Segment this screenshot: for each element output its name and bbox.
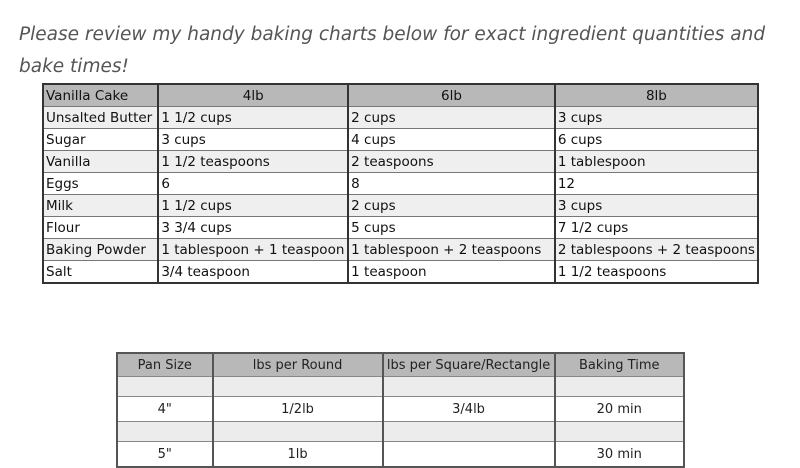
pan-size-baking-time-table bbox=[116, 352, 685, 468]
column-header: Pan Size bbox=[117, 353, 213, 377]
quantity-cell: 2 teaspoons bbox=[348, 151, 555, 173]
column-header: 4lb bbox=[158, 84, 348, 107]
quantity-cell: 8 bbox=[348, 173, 555, 195]
table-row bbox=[117, 442, 684, 468]
column-header: lbs per Round bbox=[213, 353, 383, 377]
empty-cell bbox=[555, 422, 684, 442]
table-cell: 1/2lb bbox=[213, 397, 383, 422]
table-row bbox=[43, 107, 758, 129]
quantity-cell: 3 cups bbox=[158, 129, 348, 151]
ingredient-name-cell: Sugar bbox=[43, 129, 158, 151]
table-cell: 4" bbox=[117, 397, 213, 422]
quantity-cell: 6 bbox=[158, 173, 348, 195]
ingredient-name-cell: Milk bbox=[43, 195, 158, 217]
quantity-cell: 1 1/2 teaspoons bbox=[555, 261, 758, 284]
empty-cell bbox=[383, 422, 555, 442]
quantity-cell: 1 1/2 cups bbox=[158, 107, 348, 129]
table-row bbox=[117, 397, 684, 422]
empty-cell bbox=[555, 377, 684, 397]
quantity-cell: 4 cups bbox=[348, 129, 555, 151]
column-header: lbs per Square/Rectangle bbox=[383, 353, 555, 377]
quantity-cell: 12 bbox=[555, 173, 758, 195]
column-header: 6lb bbox=[348, 84, 555, 107]
quantity-cell: 2 tablespoons + 2 teaspoons bbox=[555, 239, 758, 261]
ingredient-name-cell: Eggs bbox=[43, 173, 158, 195]
table-row bbox=[43, 129, 758, 151]
quantity-cell: 3 cups bbox=[555, 107, 758, 129]
table-row bbox=[43, 217, 758, 239]
table-cell bbox=[383, 442, 555, 468]
ingredient-name-cell: Unsalted Butter bbox=[43, 107, 158, 129]
quantity-cell: 5 cups bbox=[348, 217, 555, 239]
table-row bbox=[43, 151, 758, 173]
empty-cell bbox=[213, 422, 383, 442]
table-row bbox=[43, 239, 758, 261]
table-row bbox=[43, 195, 758, 217]
column-header: Vanilla Cake bbox=[43, 84, 158, 107]
ingredient-name-cell: Vanilla bbox=[43, 151, 158, 173]
table-spacer-row bbox=[117, 377, 684, 397]
column-header: Baking Time bbox=[555, 353, 684, 377]
quantity-cell: 2 cups bbox=[348, 195, 555, 217]
table-row bbox=[43, 173, 758, 195]
table-cell: 1lb bbox=[213, 442, 383, 468]
quantity-cell: 6 cups bbox=[555, 129, 758, 151]
table-cell: 3/4lb bbox=[383, 397, 555, 422]
intro-text: Please review my handy baking charts below for exact ingredient quantities and bake times! bbox=[19, 23, 766, 77]
quantity-cell: 1 tablespoon bbox=[555, 151, 758, 173]
table-row bbox=[43, 261, 758, 284]
vanilla-cake-ingredient-table bbox=[42, 83, 759, 284]
quantity-cell: 3 cups bbox=[555, 195, 758, 217]
table-header-row bbox=[117, 353, 684, 377]
table-spacer-row bbox=[117, 422, 684, 442]
table-cell: 20 min bbox=[555, 397, 684, 422]
quantity-cell: 2 cups bbox=[348, 107, 555, 129]
empty-cell bbox=[383, 377, 555, 397]
empty-cell bbox=[213, 377, 383, 397]
ingredient-name-cell: Baking Powder bbox=[43, 239, 158, 261]
quantity-cell: 1 teaspoon bbox=[348, 261, 555, 284]
table-cell: 5" bbox=[117, 442, 213, 468]
quantity-cell: 1 tablespoon + 1 teaspoon bbox=[158, 239, 348, 261]
column-header: 8lb bbox=[555, 84, 758, 107]
ingredient-name-cell: Flour bbox=[43, 217, 158, 239]
quantity-cell: 1 tablespoon + 2 teaspoons bbox=[348, 239, 555, 261]
quantity-cell: 7 1/2 cups bbox=[555, 217, 758, 239]
quantity-cell: 1 1/2 cups bbox=[158, 195, 348, 217]
empty-cell bbox=[117, 377, 213, 397]
table-cell: 30 min bbox=[555, 442, 684, 468]
quantity-cell: 3/4 teaspoon bbox=[158, 261, 348, 284]
quantity-cell: 3 3/4 cups bbox=[158, 217, 348, 239]
quantity-cell: 1 1/2 teaspoons bbox=[158, 151, 348, 173]
ingredient-name-cell: Salt bbox=[43, 261, 158, 284]
table-header-row bbox=[43, 84, 758, 107]
empty-cell bbox=[117, 422, 213, 442]
